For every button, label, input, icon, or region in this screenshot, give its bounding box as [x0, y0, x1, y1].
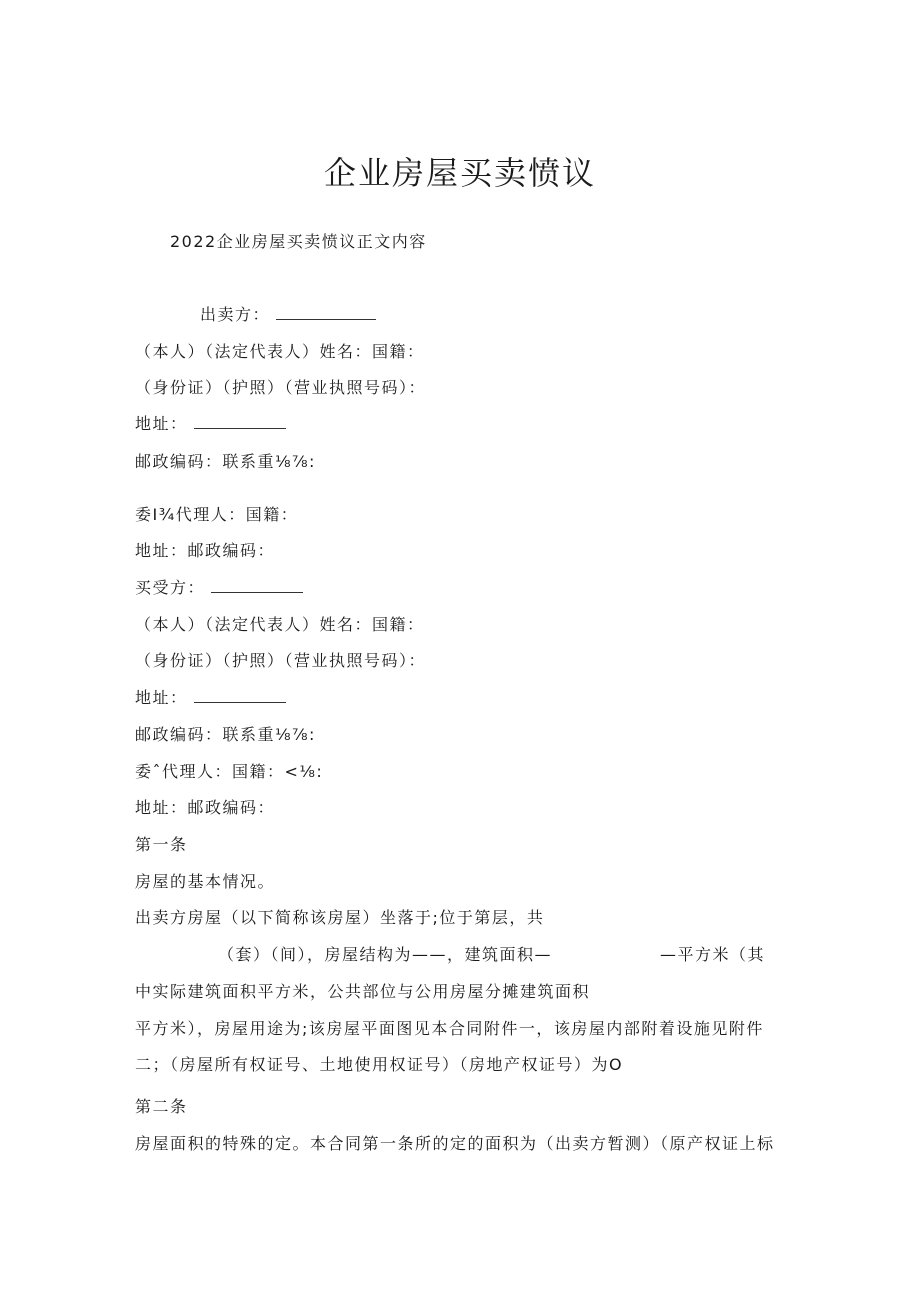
article-one-text-1: 出卖方房屋（以下简称该房屋）坐落于;位于第层，共 — [135, 908, 545, 927]
buyer-postcode-line: 邮政编码：联系重⅛⅞: — [135, 725, 316, 744]
article-one-text-5: 二；（房屋所有权证号、土地使用权证号）（房地产权证号）为O — [135, 1055, 624, 1074]
seller-postcode-line: 邮政编码：联系重⅛⅞: — [135, 452, 316, 471]
document-title: 企业房屋买卖愤议 — [323, 154, 596, 192]
buyer-agent-line: 委ˆ代理人：国籍：<⅛: — [135, 762, 324, 781]
article-one-text-2a: （套）（间），房屋结构为——，建筑面积— — [218, 945, 553, 964]
article-two-text-1: 房屋面积的特殊的定。本合同第一条所的定的面积为（出卖方暂测）（原产权证上标 — [135, 1134, 775, 1153]
article-one-text-3: 中实际建筑面积平方米，公共部位与公用房屋分摊建筑面积 — [135, 982, 591, 1001]
seller-blank — [276, 305, 376, 320]
buyer-name-line: （本人）（法定代表人）姓名：国籍： — [135, 615, 425, 634]
seller-address-blank — [194, 414, 286, 429]
seller-agent-line: 委I¾代理人：国籍： — [135, 505, 299, 524]
seller-address-line: 地址： — [135, 414, 286, 434]
seller-label: 出卖方： — [200, 305, 376, 325]
document-subtitle: 2022企业房屋买卖愤议正文内容 — [170, 232, 427, 251]
seller-name-line: （本人）（法定代表人）姓名：国籍： — [135, 342, 425, 361]
buyer-blank — [211, 578, 303, 593]
buyer-agent-address-line: 地址：邮政编码： — [135, 798, 276, 817]
buyer-id-line: （身份证）（护照）（营业执照号码）： — [135, 651, 427, 670]
article-one-subject: 房屋的基本情况。 — [135, 872, 276, 891]
seller-id-line: （身份证）（护照）（营业执照号码）： — [135, 378, 427, 397]
buyer-address-line: 地址： — [135, 688, 286, 708]
buyer-address-blank — [194, 688, 286, 703]
seller-agent-address-line: 地址：邮政编码： — [135, 541, 276, 560]
article-one-heading: 第一条 — [135, 835, 188, 854]
article-two-heading: 第二条 — [135, 1097, 188, 1116]
article-one-text-2b: —平方米（其 — [660, 945, 766, 964]
buyer-label: 买受方： — [135, 578, 303, 598]
article-one-text-4: 平方米），房屋用途为;该房屋平面图见本合同附件一，该房屋内部附着设施见附件 — [135, 1019, 764, 1038]
